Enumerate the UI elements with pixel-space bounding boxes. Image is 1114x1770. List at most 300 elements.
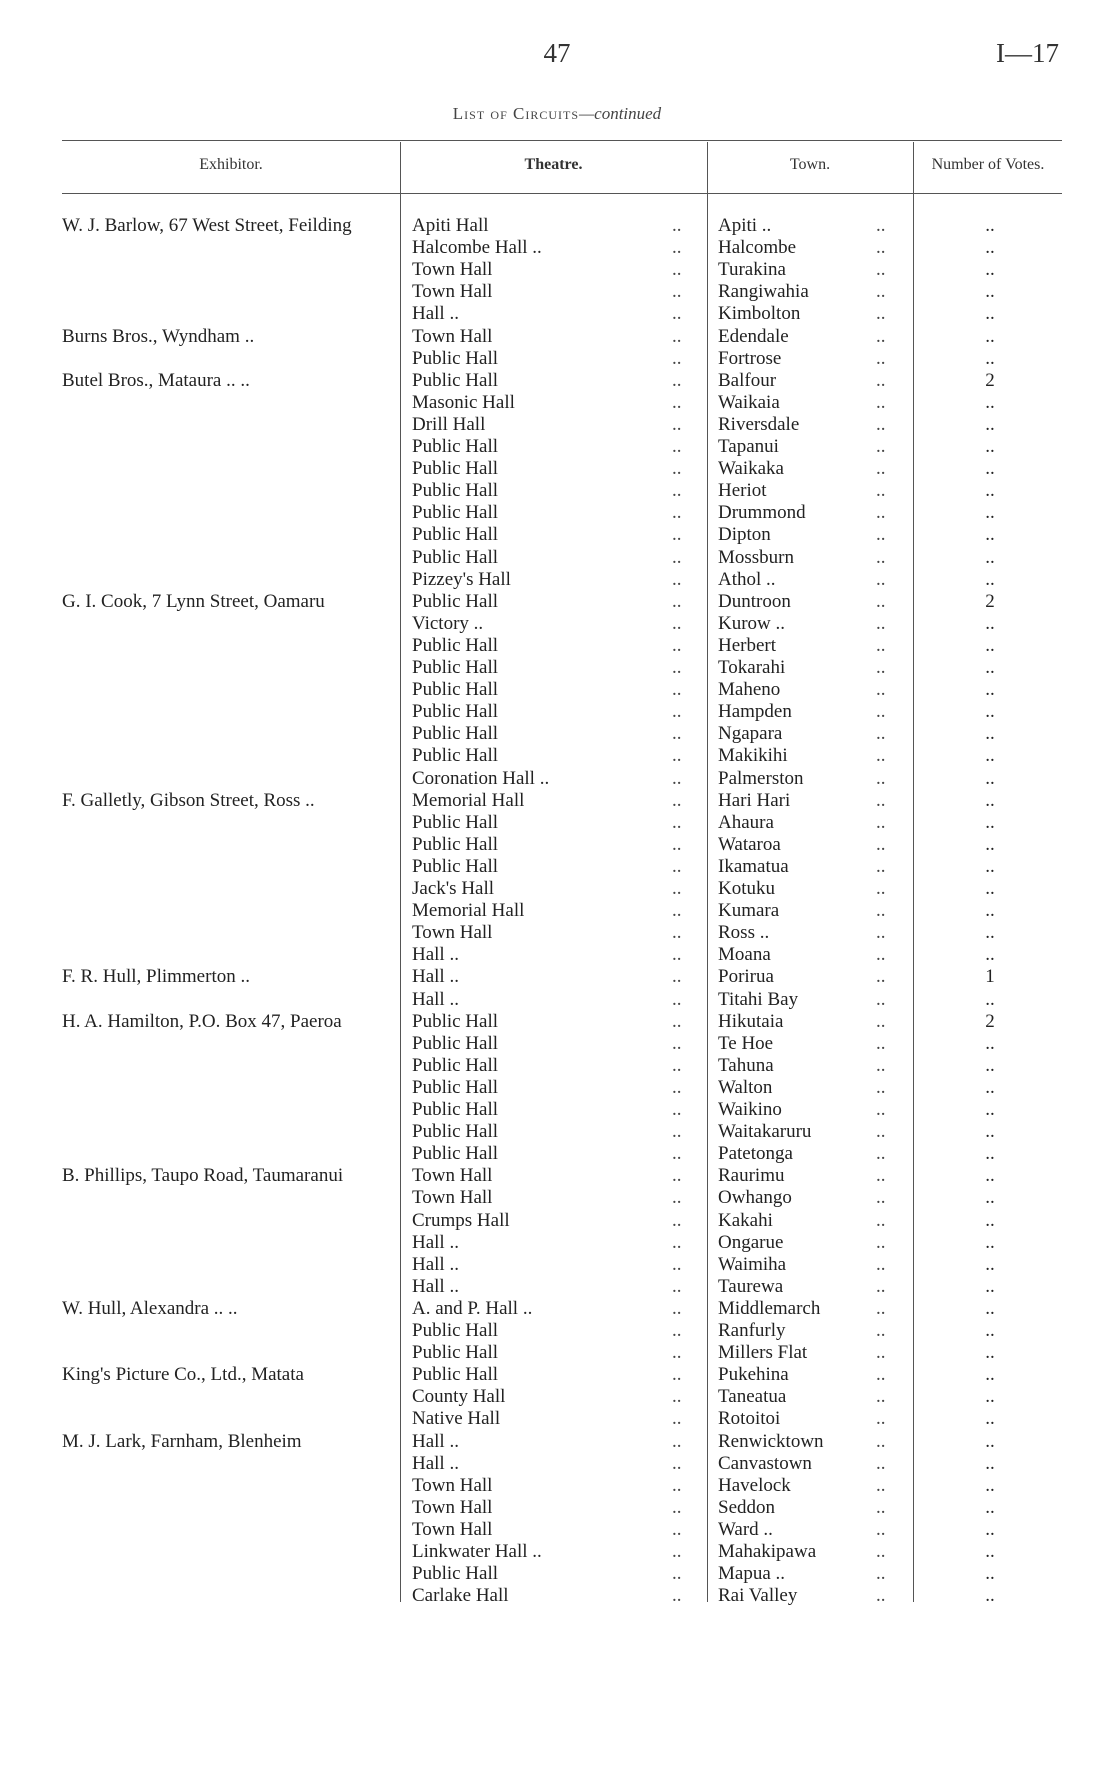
leader-dots: .. xyxy=(876,944,886,966)
votes-cell: .. xyxy=(985,1563,995,1585)
theatre-cell: Public Hall xyxy=(412,723,499,745)
votes-cell: .. xyxy=(985,1386,995,1408)
town-cell: Palmerston xyxy=(718,767,804,789)
leader-dots: .. xyxy=(876,657,886,678)
votes-cell: .. xyxy=(985,480,995,502)
town-cell: Tahuna xyxy=(718,1054,774,1076)
theatre-cell: Hall .. xyxy=(412,988,459,1010)
leader-dots: .. xyxy=(876,1275,886,1297)
leader-dots: .. xyxy=(876,900,886,922)
leader-dots: .. xyxy=(672,1585,682,1607)
votes-cell: .. xyxy=(985,1187,995,1209)
leader-dots: .. xyxy=(876,1209,886,1231)
theatre-cell: Native Hall xyxy=(412,1408,501,1430)
town-cell: Taneatua xyxy=(718,1386,787,1408)
votes-cell: .. xyxy=(985,1099,995,1120)
town-cell: Middlemarch xyxy=(718,1297,821,1319)
exhibitor-cell: H. A. Hamilton, P.O. Box 47, Paeroa xyxy=(62,1010,342,1032)
leader-dots: .. xyxy=(672,1099,682,1120)
votes-cell: .. xyxy=(985,1364,995,1386)
votes-cell: .. xyxy=(985,1032,995,1054)
votes-cell: .. xyxy=(985,612,995,634)
votes-cell: .. xyxy=(985,657,995,678)
town-cell: Hampden xyxy=(718,701,792,723)
list-title-continued: —continued xyxy=(579,104,662,123)
exhibitor-cell: Butel Bros., Mataura .. .. xyxy=(62,369,250,391)
town-cell: Waimiha xyxy=(718,1253,787,1275)
leader-dots: .. xyxy=(672,215,682,236)
theatre-cell: Public Hall xyxy=(412,590,499,612)
town-cell: Tokarahi xyxy=(718,657,786,678)
leader-dots: .. xyxy=(672,1231,682,1253)
leader-dots: .. xyxy=(672,1496,682,1518)
theatre-cell: Town Hall xyxy=(412,922,493,944)
leader-dots: .. xyxy=(672,303,682,325)
leader-dots: .. xyxy=(876,1563,886,1585)
town-cell: Te Hoe xyxy=(718,1032,774,1054)
exhibitor-cell: F. R. Hull, Plimmerton .. xyxy=(62,966,250,988)
votes-cell: .. xyxy=(985,546,995,568)
leader-dots: .. xyxy=(672,811,682,833)
theatre-cell: Public Hall xyxy=(412,1143,499,1165)
theatre-cell: Hall .. xyxy=(412,1253,459,1275)
votes-cell: .. xyxy=(985,391,995,413)
votes-cell: .. xyxy=(985,1231,995,1253)
theatre-cell: Public Hall xyxy=(412,369,499,391)
town-cell: Rai Valley xyxy=(718,1585,798,1607)
header-votes: Number of Votes. xyxy=(931,156,1045,173)
leader-dots: .. xyxy=(672,1209,682,1231)
town-cell: Waitakaruru xyxy=(718,1121,812,1143)
town-cell: Kimbolton xyxy=(718,303,801,325)
exhibitor-cell: M. J. Lark, Farnham, Blenheim xyxy=(62,1430,302,1452)
leader-dots: .. xyxy=(876,259,886,281)
town-cell: Balfour xyxy=(718,369,777,391)
leader-dots: .. xyxy=(876,1143,886,1165)
leader-dots: .. xyxy=(876,988,886,1010)
votes-cell: .. xyxy=(985,811,995,833)
leader-dots: .. xyxy=(876,612,886,634)
leader-dots: .. xyxy=(876,546,886,568)
theatre-cell: Town Hall xyxy=(412,281,493,303)
leader-dots: .. xyxy=(672,922,682,944)
votes-cell: 1 xyxy=(985,966,995,988)
leader-dots: .. xyxy=(876,811,886,833)
theatre-cell: Memorial Hall xyxy=(412,789,525,811)
exhibitor-cell: King's Picture Co., Ltd., Matata xyxy=(62,1364,304,1386)
leader-dots: .. xyxy=(876,413,886,435)
town-cell: Ikamatua xyxy=(718,855,789,877)
leader-dots: .. xyxy=(672,458,682,480)
town-cell: Rangiwahia xyxy=(718,281,809,303)
theatre-cell: Public Hall xyxy=(412,1032,499,1054)
votes-cell: .. xyxy=(985,878,995,899)
leader-dots: .. xyxy=(672,1187,682,1209)
leader-dots: .. xyxy=(672,1076,682,1098)
leader-dots: .. xyxy=(876,1342,886,1364)
leader-dots: .. xyxy=(876,1231,886,1253)
votes-cell: .. xyxy=(985,524,995,546)
votes-cell: .. xyxy=(985,922,995,944)
town-cell: Heriot xyxy=(718,480,767,502)
theatre-cell: Public Hall xyxy=(412,1054,499,1076)
town-cell: Fortrose xyxy=(718,347,782,369)
leader-dots: .. xyxy=(876,524,886,546)
leader-dots: .. xyxy=(876,1297,886,1319)
header-theatre: Theatre. xyxy=(524,156,583,173)
leader-dots: .. xyxy=(672,1364,682,1386)
exhibitor-cell: W. Hull, Alexandra .. .. xyxy=(62,1297,238,1319)
votes-cell: .. xyxy=(985,1585,995,1607)
list-title xyxy=(0,104,1114,124)
theatre-cell: A. and P. Hall .. xyxy=(412,1297,533,1319)
town-cell: Makikihi xyxy=(718,745,788,767)
theatre-cell: Public Hall xyxy=(412,1010,499,1032)
town-cell: Pukehina xyxy=(718,1364,789,1386)
leader-dots: .. xyxy=(876,1032,886,1054)
theatre-cell: Coronation Hall .. xyxy=(412,767,550,789)
leader-dots: .. xyxy=(876,1099,886,1120)
theatre-cell: Town Hall xyxy=(412,1187,493,1209)
leader-dots: .. xyxy=(672,502,682,524)
votes-cell: .. xyxy=(985,789,995,811)
votes-cell: .. xyxy=(985,1121,995,1143)
leader-dots: .. xyxy=(876,878,886,899)
town-cell: Waikaia xyxy=(718,391,780,413)
theatre-cell: Crumps Hall xyxy=(412,1209,510,1231)
theatre-cell: Public Hall xyxy=(412,1364,499,1386)
exhibitor-cell: F. Galletly, Gibson Street, Ross .. xyxy=(62,789,315,811)
leader-dots: .. xyxy=(876,215,886,236)
leader-dots: .. xyxy=(876,1496,886,1518)
leader-dots: .. xyxy=(672,612,682,634)
town-cell: Millers Flat xyxy=(718,1342,808,1364)
leader-dots: .. xyxy=(672,1342,682,1364)
leader-dots: .. xyxy=(672,347,682,369)
leader-dots: .. xyxy=(876,1386,886,1408)
town-cell: Hikutaia xyxy=(718,1010,784,1032)
town-cell: Canvastown xyxy=(718,1452,812,1474)
votes-cell: .. xyxy=(985,1275,995,1297)
leader-dots: .. xyxy=(672,1054,682,1076)
theatre-cell: Hall .. xyxy=(412,966,459,988)
town-cell: Havelock xyxy=(718,1474,791,1496)
leader-dots: .. xyxy=(876,347,886,369)
theatre-cell: Public Hall xyxy=(412,1320,499,1341)
leader-dots: .. xyxy=(672,568,682,590)
theatre-cell: Hall .. xyxy=(412,303,459,325)
town-cell: Titahi Bay xyxy=(718,988,799,1010)
votes-cell: 2 xyxy=(985,1010,995,1032)
leader-dots: .. xyxy=(672,833,682,855)
theatre-cell: Victory .. xyxy=(412,612,484,634)
leader-dots: .. xyxy=(672,1430,682,1452)
town-cell: Kumara xyxy=(718,900,780,922)
votes-cell: .. xyxy=(985,281,995,303)
votes-cell: .. xyxy=(985,413,995,435)
leader-dots: .. xyxy=(672,546,682,568)
leader-dots: .. xyxy=(876,1076,886,1098)
theatre-cell: Public Hall xyxy=(412,1099,499,1120)
town-cell: Herbert xyxy=(718,634,777,656)
leader-dots: .. xyxy=(876,833,886,855)
exhibitor-cell: B. Phillips, Taupo Road, Taumaranui xyxy=(62,1165,344,1187)
theatre-cell: Jack's Hall xyxy=(412,878,495,899)
theatre-cell: Public Hall xyxy=(412,634,499,656)
leader-dots: .. xyxy=(672,1563,682,1585)
theatre-cell: Public Hall xyxy=(412,1563,499,1585)
leader-dots: .. xyxy=(876,701,886,723)
votes-cell: .. xyxy=(985,1342,995,1364)
votes-cell: .. xyxy=(985,855,995,877)
leader-dots: .. xyxy=(876,679,886,701)
leader-dots: .. xyxy=(672,634,682,656)
theatre-cell: Public Hall xyxy=(412,833,499,855)
leader-dots: .. xyxy=(876,1165,886,1187)
leader-dots: .. xyxy=(876,237,886,259)
votes-cell: .. xyxy=(985,347,995,369)
leader-dots: .. xyxy=(672,369,682,391)
leader-dots: .. xyxy=(876,1187,886,1209)
leader-dots: .. xyxy=(672,1320,682,1341)
town-cell: Wataroa xyxy=(718,833,781,855)
theatre-cell: Town Hall xyxy=(412,1518,493,1540)
town-cell: Seddon xyxy=(718,1496,775,1518)
votes-cell: .. xyxy=(985,1143,995,1165)
votes-cell: .. xyxy=(985,833,995,855)
town-cell: Patetonga xyxy=(718,1143,793,1165)
theatre-cell: Town Hall xyxy=(412,1165,493,1187)
theatre-cell: Town Hall xyxy=(412,1496,493,1518)
leader-dots: .. xyxy=(876,502,886,524)
leader-dots: .. xyxy=(672,1165,682,1187)
votes-cell: .. xyxy=(985,1541,995,1562)
theatre-cell: Masonic Hall xyxy=(412,391,515,413)
leader-dots: .. xyxy=(876,458,886,480)
leader-dots: .. xyxy=(672,657,682,678)
town-cell: Dipton xyxy=(718,524,771,546)
theatre-cell: Hall .. xyxy=(412,1275,459,1297)
votes-cell: .. xyxy=(985,259,995,281)
votes-cell: .. xyxy=(985,1209,995,1231)
leader-dots: .. xyxy=(672,1121,682,1143)
leader-dots: .. xyxy=(876,767,886,789)
town-cell: Ahaura xyxy=(718,811,774,833)
theatre-cell: Public Hall xyxy=(412,1121,499,1143)
leader-dots: .. xyxy=(672,1253,682,1275)
town-cell: Raurimu xyxy=(718,1165,785,1187)
votes-cell: .. xyxy=(985,679,995,701)
town-cell: Taurewa xyxy=(718,1275,784,1297)
town-cell: Kakahi xyxy=(718,1209,773,1231)
votes-cell: 2 xyxy=(985,369,995,391)
votes-cell: .. xyxy=(985,1518,995,1540)
leader-dots: .. xyxy=(672,1143,682,1165)
votes-cell: .. xyxy=(985,701,995,723)
leader-dots: .. xyxy=(876,1121,886,1143)
theatre-cell: Public Hall xyxy=(412,811,499,833)
leader-dots: .. xyxy=(876,723,886,745)
theatre-cell: Public Hall xyxy=(412,458,499,480)
theatre-cell: Public Hall xyxy=(412,502,499,524)
leader-dots: .. xyxy=(672,413,682,435)
column-divider-votes xyxy=(913,142,914,1602)
leader-dots: .. xyxy=(876,391,886,413)
town-cell: Apiti .. xyxy=(718,215,772,236)
town-cell: Mapua .. xyxy=(718,1563,786,1585)
votes-cell: .. xyxy=(985,458,995,480)
list-title-main: List of Circuits xyxy=(452,104,580,123)
town-cell: Waikino xyxy=(718,1099,782,1120)
leader-dots: .. xyxy=(672,723,682,745)
leader-dots: .. xyxy=(876,1364,886,1386)
leader-dots: .. xyxy=(672,1386,682,1408)
votes-cell: .. xyxy=(985,1474,995,1496)
theatre-cell: Public Hall xyxy=(412,524,499,546)
votes-cell: .. xyxy=(985,1320,995,1341)
exhibitor-cell: G. I. Cook, 7 Lynn Street, Oamaru xyxy=(62,590,325,612)
theatre-cell: Public Hall xyxy=(412,657,499,678)
leader-dots: .. xyxy=(672,259,682,281)
theatre-cell: Halcombe Hall .. xyxy=(412,237,542,259)
leader-dots: .. xyxy=(672,745,682,767)
leader-dots: .. xyxy=(672,1541,682,1562)
votes-cell: .. xyxy=(985,745,995,767)
votes-cell: .. xyxy=(985,900,995,922)
theatre-cell: Town Hall xyxy=(412,1474,493,1496)
town-cell: Mossburn xyxy=(718,546,795,568)
leader-dots: .. xyxy=(672,966,682,988)
votes-cell: .. xyxy=(985,723,995,745)
votes-cell: .. xyxy=(985,436,995,457)
leader-dots: .. xyxy=(876,1541,886,1562)
town-cell: Ward .. xyxy=(718,1518,773,1540)
theatre-cell: Public Hall xyxy=(412,701,499,723)
leader-dots: .. xyxy=(672,391,682,413)
votes-cell: .. xyxy=(985,988,995,1010)
votes-cell: 2 xyxy=(985,590,995,612)
leader-dots: .. xyxy=(876,789,886,811)
document-reference: I—17 xyxy=(996,38,1059,68)
votes-cell: .. xyxy=(985,634,995,656)
votes-cell: .. xyxy=(985,1054,995,1076)
leader-dots: .. xyxy=(876,1474,886,1496)
leader-dots: .. xyxy=(876,1585,886,1607)
theatre-cell: Public Hall xyxy=(412,855,499,877)
leader-dots: .. xyxy=(876,922,886,944)
theatre-cell: Public Hall xyxy=(412,546,499,568)
theatre-cell: Hall .. xyxy=(412,1430,459,1452)
votes-cell: .. xyxy=(985,1297,995,1319)
leader-dots: .. xyxy=(672,878,682,899)
town-cell: Drummond xyxy=(718,502,806,524)
page-number: 47 xyxy=(543,38,571,68)
votes-cell: .. xyxy=(985,568,995,590)
theatre-cell: Public Hall xyxy=(412,745,499,767)
town-cell: Hari Hari xyxy=(718,789,791,811)
leader-dots: .. xyxy=(876,1430,886,1452)
votes-cell: .. xyxy=(985,303,995,325)
leader-dots: .. xyxy=(672,988,682,1010)
votes-cell: .. xyxy=(985,1165,995,1187)
town-cell: Walton xyxy=(718,1076,773,1098)
votes-cell: .. xyxy=(985,1496,995,1518)
theatre-cell: Public Hall xyxy=(412,436,499,457)
votes-cell: .. xyxy=(985,325,995,347)
leader-dots: .. xyxy=(672,1010,682,1032)
header-rule xyxy=(62,193,1062,194)
leader-dots: .. xyxy=(672,1408,682,1430)
header-town: Town. xyxy=(789,156,831,173)
leader-dots: .. xyxy=(876,436,886,457)
theatre-cell: Town Hall xyxy=(412,325,493,347)
theatre-cell: Apiti Hall xyxy=(412,215,489,236)
town-cell: Ongarue xyxy=(718,1231,784,1253)
town-cell: Rotoitoi xyxy=(718,1408,781,1430)
town-cell: Moana xyxy=(718,944,771,966)
leader-dots: .. xyxy=(672,1297,682,1319)
votes-cell: .. xyxy=(985,237,995,259)
leader-dots: .. xyxy=(876,1518,886,1540)
exhibitor-cell: Burns Bros., Wyndham .. xyxy=(62,325,255,347)
leader-dots: .. xyxy=(672,701,682,723)
leader-dots: .. xyxy=(876,281,886,303)
town-cell: Owhango xyxy=(718,1187,792,1209)
leader-dots: .. xyxy=(876,1010,886,1032)
town-cell: Ross .. xyxy=(718,922,770,944)
town-cell: Kurow .. xyxy=(718,612,786,634)
leader-dots: .. xyxy=(672,281,682,303)
leader-dots: .. xyxy=(672,1032,682,1054)
leader-dots: .. xyxy=(672,1474,682,1496)
theatre-cell: Memorial Hall xyxy=(412,900,525,922)
leader-dots: .. xyxy=(876,634,886,656)
leader-dots: .. xyxy=(672,767,682,789)
town-cell: Athol .. xyxy=(718,568,776,590)
votes-cell: .. xyxy=(985,215,995,236)
leader-dots: .. xyxy=(876,303,886,325)
theatre-cell: Linkwater Hall .. xyxy=(412,1541,542,1562)
votes-cell: .. xyxy=(985,944,995,966)
leader-dots: .. xyxy=(876,745,886,767)
votes-cell: .. xyxy=(985,1452,995,1474)
town-cell: Tapanui xyxy=(718,436,779,457)
theatre-cell: Public Hall xyxy=(412,347,499,369)
theatre-cell: Public Hall xyxy=(412,1076,499,1098)
town-cell: Porirua xyxy=(718,966,774,988)
leader-dots: .. xyxy=(672,1518,682,1540)
leader-dots: .. xyxy=(672,944,682,966)
top-rule xyxy=(62,140,1062,141)
votes-cell: .. xyxy=(985,502,995,524)
theatre-cell: Drill Hall xyxy=(412,413,486,435)
leader-dots: .. xyxy=(672,1452,682,1474)
town-cell: Turakina xyxy=(718,259,786,281)
column-divider-theatre xyxy=(400,142,401,1602)
leader-dots: .. xyxy=(672,524,682,546)
town-cell: Ngapara xyxy=(718,723,783,745)
exhibitor-cell: W. J. Barlow, 67 West Street, Feilding xyxy=(62,215,352,236)
town-cell: Duntroon xyxy=(718,590,791,612)
leader-dots: .. xyxy=(672,900,682,922)
town-cell: Halcombe xyxy=(718,237,797,259)
theatre-cell: Hall .. xyxy=(412,1452,459,1474)
leader-dots: .. xyxy=(672,480,682,502)
leader-dots: .. xyxy=(876,480,886,502)
leader-dots: .. xyxy=(876,590,886,612)
town-cell: Maheno xyxy=(718,679,781,701)
votes-cell: .. xyxy=(985,1430,995,1452)
